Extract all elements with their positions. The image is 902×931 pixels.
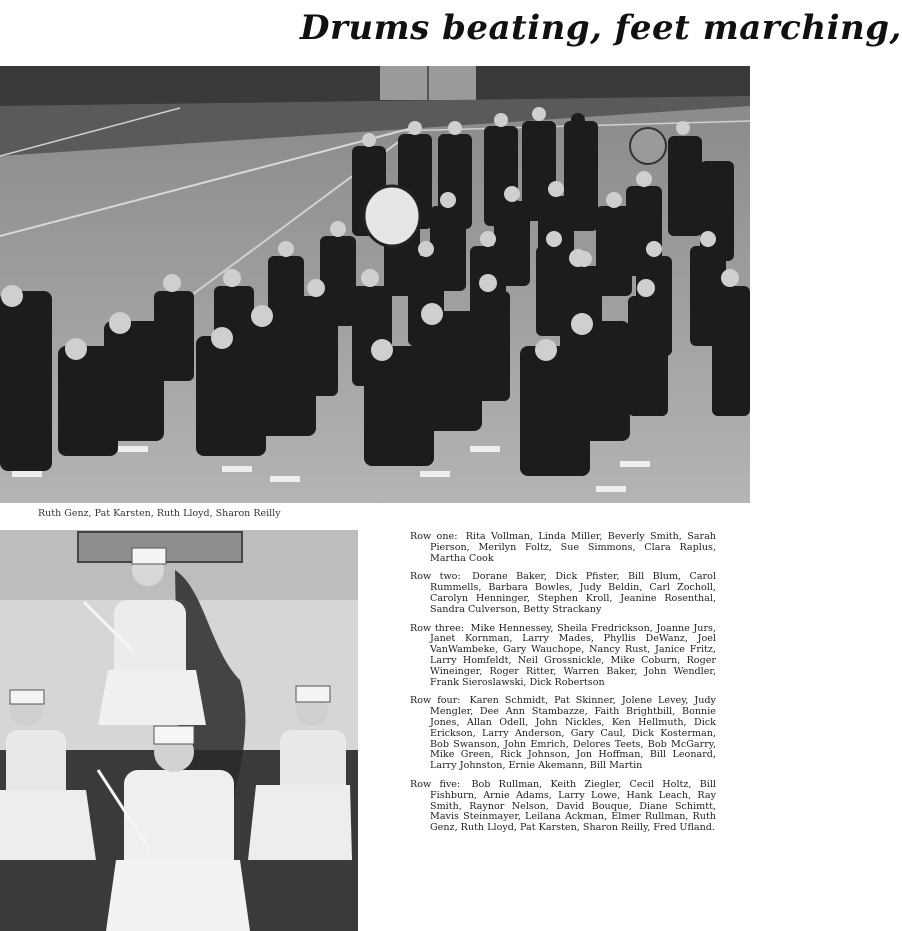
band-photo-art: [0, 66, 750, 503]
roster-row-label: Row two:: [410, 571, 461, 583]
roster-row-one: [410, 532, 716, 564]
majorettes-photo-art: [0, 530, 358, 931]
roster-row-label: Row three:: [410, 622, 465, 634]
roster-row-label: Row five:: [410, 778, 461, 790]
roster-row-names: Dorane Baker, Dick Pfister, Bill Blum, Carol Rummells, Barbara Bowles, Judy Beldin, Carl Zocholl, Carolyn Henninger, Stephen Kroll, Jeanine Rosenthal, Sandra Culverson, Betty Strackany: [430, 571, 716, 615]
roster-row-five: [410, 780, 716, 834]
roster-row-names: Bob Rullman, Keith Ziegler, Cecil Holtz, Bill Fishburn, Arnie Adams, Larry Lowe, Hank Leach, Ray Smith, Raynor Nelson, David Bouque, Diane Schimtt, Mavis Steinmayer, Leilana Ackman, Elmer Rullman, Ruth Genz, Ruth Lloyd, Pat Karsten, Sharon Reilly, Fred Ufland.: [430, 778, 716, 834]
roster-row-three: [410, 624, 716, 689]
roster-row-two: [410, 572, 716, 615]
roster-row-label: Row one:: [410, 531, 458, 542]
roster-row-names: Karen Schmidt, Pat Skinner, Jolene Levey, Judy Mengler, Dee Ann Stambazze, Faith Brightbill, Bonnie Jones, Allan Odell, John Nickles, Ken Hellmuth, Dick Erickson, Larry Anderson, Gary Caul, Dick Kosterman, Bob Swanson, John Emrich, Delores Teets, Bob McGarry, Mike Green, Rick Johnson, Jon Hoffman, Bill Leonard, Larry Johnston, Ernie Akemann, Bill Martin: [430, 695, 716, 772]
roster-row-four: [410, 696, 716, 772]
photo-caption: Ruth Genz, Pat Karsten, Ruth Lloyd, Sharon Reilly: [38, 508, 281, 519]
roster-row-names: Rita Vollman, Linda Miller, Beverly Smith, Sarah Pierson, Merilyn Foltz, Sue Simmons, Clara Raplus, Martha Cook: [430, 531, 716, 564]
majorettes-photo: [0, 530, 358, 931]
roster-row-label: Row four:: [410, 695, 461, 707]
band-roster: [410, 532, 716, 842]
page-headline: Drums beating, feet marching,: [300, 8, 902, 48]
band-photo: [0, 66, 750, 503]
roster-row-names: Mike Hennessey, Sheila Fredrickson, Joanne Jurs, Janet Kornman, Larry Mades, Phyllis DeWanz, Joel VanWambeke, Gary Wauchope, Nancy Rust, Janice Fritz, Larry Homfeldt, Neil Grossnickle, Mike Coburn, Roger Wineinger, Roger Ritter, Warren Baker, John Wendler, Frank Sieroslawski, Dick Robertson: [430, 622, 716, 688]
